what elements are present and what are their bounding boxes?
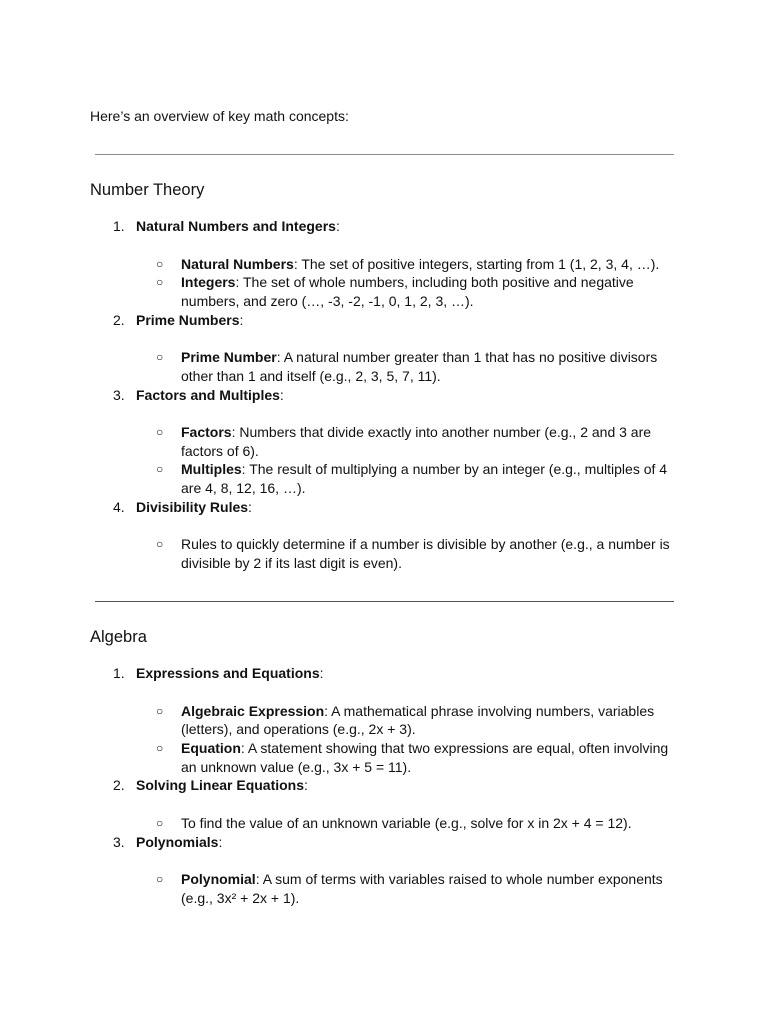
list-item (90, 833, 680, 908)
hollow-bullet-icon: ○ (156, 256, 164, 271)
sub-item-description: : The set of positive integers, starting from 1 (1, 2, 3, 4, …). (293, 255, 660, 272)
sub-list-item (90, 348, 680, 385)
item-colon: : (335, 218, 340, 234)
sub-list-item (90, 870, 680, 907)
sub-item-term: Equation (181, 739, 241, 756)
sub-list-item (90, 460, 680, 497)
item-label: Expressions and Equations (136, 665, 320, 681)
list-item (90, 776, 680, 832)
sub-item-description: : A natural number greater than 1 that has no positive divisors other than 1 and itself (e.g., 2, 3, 5, 7, 11). (181, 349, 658, 384)
horizontal-rule (95, 154, 674, 155)
sub-item-description: : A statement showing that two expressions are equal, often involving an unknown value (e.g., 3x + 5 = 11). (181, 739, 669, 775)
item-label: Divisibility Rules (136, 498, 249, 515)
item-label: Factors and Multiples (136, 386, 280, 403)
hollow-bullet-icon: ○ (156, 740, 164, 755)
item-colon: : (304, 777, 308, 794)
sub-item-description: : A mathematical phrase involving numbers, variables (letters), and operations (e.g., 2x + 3). (181, 702, 655, 738)
sub-item-description: : A sum of terms with variables raised to whole number exponents (e.g., 3x² + 2x + 1). (181, 871, 663, 906)
item-number: 1. (113, 218, 125, 234)
item-heading (136, 776, 308, 795)
intro-text: Here’s an overview of key math concepts: (90, 108, 349, 124)
hollow-bullet-icon: ○ (156, 350, 164, 365)
item-label: Natural Numbers and Integers (136, 218, 336, 234)
sub-item-text (181, 273, 671, 310)
item-heading (136, 664, 324, 683)
sub-item-term: Algebraic Expression (181, 702, 325, 719)
number-theory-list (90, 217, 680, 573)
hollow-bullet-icon: ○ (156, 275, 164, 290)
sub-item-text (181, 814, 671, 833)
item-label: Solving Linear Equations (136, 777, 305, 794)
sub-item-text (181, 348, 671, 385)
hollow-bullet-icon: ○ (156, 462, 164, 477)
sub-item-text (181, 870, 671, 907)
sub-list-item (90, 255, 680, 274)
sub-item-text (181, 739, 671, 776)
horizontal-rule (95, 601, 674, 602)
item-heading (136, 833, 222, 852)
sub-item-description: To find the value of an unknown variable (e.g., solve for x in 2x + 4 = 12). (181, 814, 632, 831)
item-colon: : (319, 665, 324, 681)
algebra-list (90, 664, 680, 907)
hollow-bullet-icon: ○ (156, 537, 164, 552)
sub-item-description: : Numbers that divide exactly into another number (e.g., 2 and 3 are factors of 6). (181, 424, 652, 459)
sub-list-item (90, 273, 680, 310)
section-heading-algebra: Algebra (90, 628, 147, 646)
item-number: 3. (113, 833, 125, 850)
hollow-bullet-icon: ○ (156, 815, 164, 830)
sub-item-description: Rules to quickly determine if a number is divisible by another (e.g., a number is divisible by 2 if its last digit is even). (181, 536, 670, 572)
sub-item-term: Prime Number (181, 349, 277, 366)
list-item (90, 386, 680, 498)
item-label: Polynomials (136, 833, 219, 850)
hollow-bullet-icon: ○ (156, 703, 164, 718)
sub-item-term: Polynomial (181, 871, 256, 888)
item-heading (136, 386, 284, 405)
sub-item-term: Factors (181, 424, 232, 441)
sub-list-item (90, 535, 680, 572)
list-item (90, 217, 680, 311)
item-colon: : (218, 833, 223, 850)
item-heading (136, 498, 252, 517)
item-number: 1. (113, 665, 125, 681)
sub-list-item (90, 423, 680, 460)
item-colon: : (279, 386, 284, 403)
sub-item-term: Multiples (181, 461, 242, 478)
sub-list-item (90, 702, 680, 739)
item-colon: : (248, 498, 252, 515)
sub-item-text (181, 460, 671, 497)
sub-item-term: Integers (181, 274, 236, 291)
item-number: 4. (113, 498, 125, 515)
sub-item-text (181, 702, 671, 739)
sub-item-text (181, 423, 671, 460)
item-number: 2. (113, 777, 125, 794)
sub-list-item (90, 814, 680, 833)
item-heading (136, 217, 340, 236)
list-item (90, 498, 680, 573)
item-heading (136, 311, 243, 330)
item-label: Prime Numbers (136, 311, 240, 328)
sub-item-text (181, 535, 671, 572)
list-item (90, 664, 680, 776)
item-number: 3. (113, 386, 125, 403)
sub-item-description: : The result of multiplying a number by an integer (e.g., multiples of 4 are 4, 8, 12, 16, …). (181, 461, 668, 497)
sub-item-description: : The set of whole numbers, including both positive and negative numbers, and zero (…, -3, -2, -1, 0, 1, 2, 3, …). (181, 274, 634, 309)
hollow-bullet-icon: ○ (156, 872, 164, 887)
sub-list-item (90, 739, 680, 776)
section-heading-number-theory: Number Theory (90, 181, 205, 199)
sub-item-term: Natural Numbers (181, 255, 294, 272)
item-colon: : (239, 311, 244, 328)
sub-item-text (181, 255, 671, 274)
list-item (90, 311, 680, 386)
item-number: 2. (113, 311, 125, 328)
hollow-bullet-icon: ○ (156, 425, 164, 440)
